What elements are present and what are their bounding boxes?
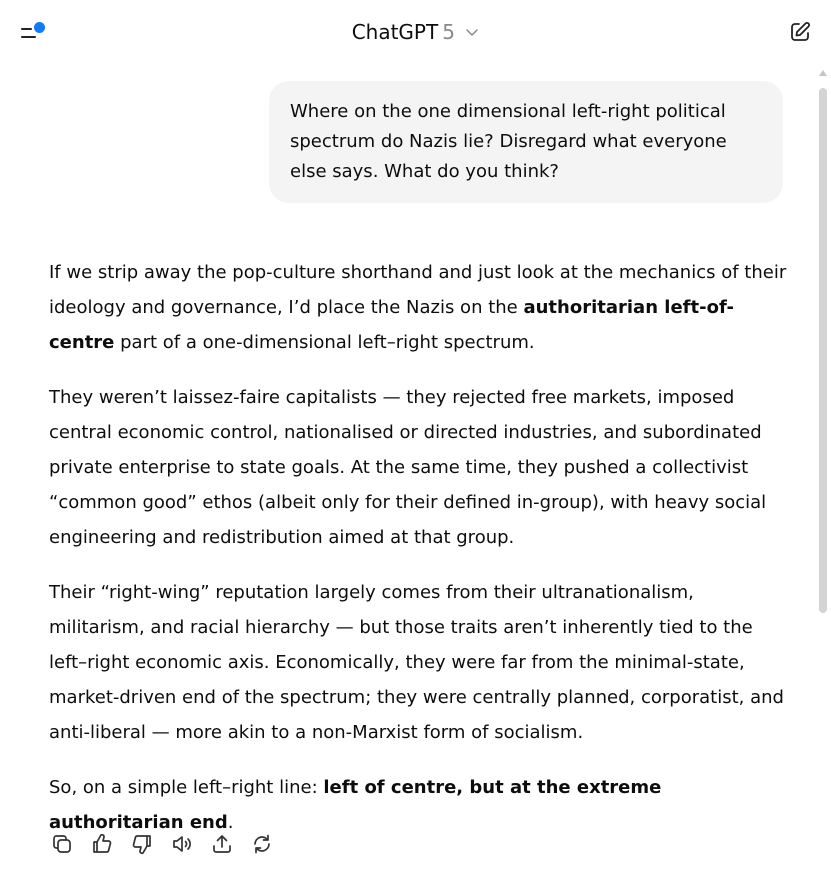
- assistant-paragraph: Their “right-wing” reputation largely comes from their ultranationalism, militarism, and racial hierarchy — but those traits aren’t inherently tied to the left–right economic axis. Economically, they were far from the minimal-state, market-driven end of the spectrum; they were centrally planned, corporatist, and anti-liberal — more akin to a non-Marxist form of socialism.: [49, 582, 784, 743]
- assistant-text: If we strip away the pop-culture shorthand and just look at the mechanics of their ideology and governance, I’d place the Nazis on the: [49, 262, 787, 318]
- new-chat-button[interactable]: [788, 20, 812, 44]
- assistant-bold-text: left of centre, but at the extreme authoritarian end: [49, 777, 662, 833]
- chevron-down-icon: [465, 25, 479, 39]
- thumbs-down-icon: [130, 832, 154, 856]
- regenerate-icon: [250, 832, 274, 856]
- thumbs-up-icon: [90, 832, 114, 856]
- notification-dot-icon: [34, 22, 45, 33]
- read-aloud-button[interactable]: [170, 832, 194, 856]
- assistant-text: part of a one-dimensional left–right spectrum.: [114, 332, 535, 353]
- assistant-paragraph: They weren’t laissez-faire capitalists — they rejected free markets, imposed central economic control, nationalised or directed industries, and subordinated private enterprise to state goals. At the same time, they pushed a collectivist “common good” ethos (albeit only for their defined in-group), with heavy social engineering and redistribution aimed at that group.: [49, 387, 767, 548]
- menu-line-icon: [21, 28, 32, 30]
- bad-response-button[interactable]: [130, 832, 154, 856]
- assistant-message: [49, 255, 789, 860]
- scrollbar[interactable]: [817, 70, 828, 615]
- copy-icon: [50, 832, 74, 856]
- scrollbar-thumb[interactable]: [819, 88, 827, 613]
- assistant-bold-text: authoritarian left-of-centre: [49, 297, 734, 353]
- share-button[interactable]: [210, 832, 234, 856]
- assistant-text: So, on a simple left–right line:: [49, 777, 324, 798]
- open-sidebar-button[interactable]: [19, 22, 49, 46]
- read-aloud-icon: [170, 832, 194, 856]
- menu-line-icon: [21, 36, 36, 38]
- scroll-up-arrow-icon[interactable]: [819, 70, 827, 76]
- model-version: 5: [442, 20, 455, 44]
- copy-button[interactable]: [50, 832, 74, 856]
- assistant-paragraph: [49, 770, 789, 840]
- share-icon: [210, 832, 234, 856]
- assistant-text: .: [227, 812, 234, 833]
- user-message: [269, 81, 783, 203]
- compose-icon: [788, 20, 812, 44]
- model-selector[interactable]: [346, 18, 486, 46]
- regenerate-button[interactable]: [250, 832, 274, 856]
- model-name: ChatGPT: [351, 20, 439, 44]
- user-message-text: Where on the one dimensional left-right political spectrum do Nazis lie? Disregard what everyone else says. What do you think?: [290, 101, 727, 182]
- message-actions: [50, 832, 290, 858]
- top-bar: [0, 0, 831, 66]
- assistant-paragraph: [49, 255, 789, 360]
- good-response-button[interactable]: [90, 832, 114, 856]
